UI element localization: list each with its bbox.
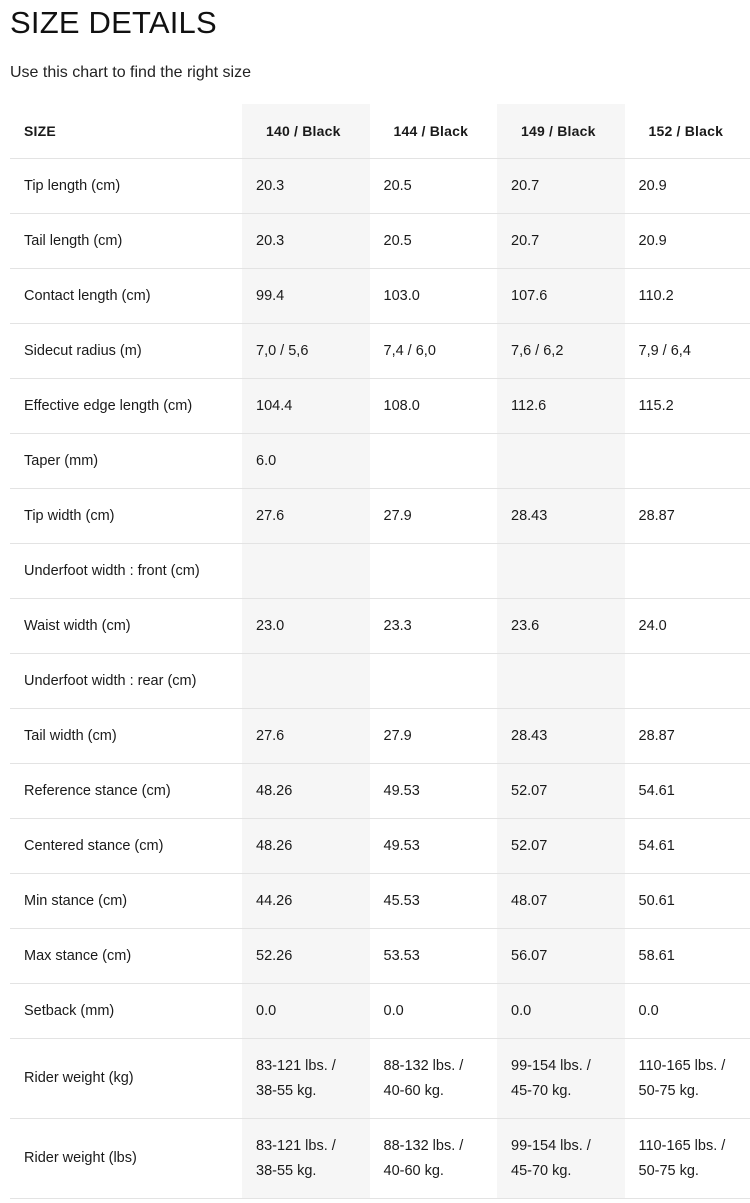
table-cell: 53.53 (370, 929, 498, 984)
table-cell: 27.9 (370, 709, 498, 764)
table-row (10, 709, 750, 764)
row-label: Contact length (cm) (10, 269, 242, 324)
table-row (10, 544, 750, 599)
page-subtitle: Use this chart to find the right size (10, 64, 251, 81)
cell-line: 83-121 lbs. / (256, 1057, 336, 1074)
size-column-header: 140 / Black (242, 104, 370, 159)
cell-line: 99-154 lbs. / (511, 1057, 591, 1074)
table-cell (242, 544, 370, 599)
table-cell: 48.26 (242, 819, 370, 874)
table-row (10, 984, 750, 1039)
table-cell: 23.3 (370, 599, 498, 654)
row-label: Min stance (cm) (10, 874, 242, 929)
table-cell (497, 1039, 625, 1119)
row-label: Effective edge length (cm) (10, 379, 242, 434)
table-cell (242, 1119, 370, 1199)
table-row (10, 324, 750, 379)
table-cell: 28.43 (497, 489, 625, 544)
row-label: Rider weight (lbs) (10, 1119, 242, 1199)
table-cell: 48.26 (242, 764, 370, 819)
table-cell: 56.07 (497, 929, 625, 984)
table-row (10, 159, 750, 214)
table-cell (242, 1039, 370, 1119)
table-cell: 20.9 (625, 159, 750, 214)
row-label: Tail width (cm) (10, 709, 242, 764)
table-cell: 28.43 (497, 709, 625, 764)
cell-line: 40-60 kg. (383, 1162, 444, 1179)
table-cell: 104.4 (242, 379, 370, 434)
size-column-header: 152 / Black (625, 104, 750, 159)
table-cell: 99.4 (242, 269, 370, 324)
page-title: SIZE DETAILS (10, 5, 217, 40)
row-label: Centered stance (cm) (10, 819, 242, 874)
size-details-table (10, 104, 750, 1199)
table-cell (497, 1119, 625, 1199)
row-label: Underfoot width : rear (cm) (10, 654, 242, 709)
row-label: Tail length (cm) (10, 214, 242, 269)
cell-line: 50-75 kg. (638, 1162, 699, 1179)
cell-line: 110-165 lbs. / (638, 1137, 726, 1154)
table-cell (497, 654, 625, 709)
table-cell (370, 654, 498, 709)
table-row (10, 1039, 750, 1119)
table-row (10, 764, 750, 819)
table-cell: 20.3 (242, 214, 370, 269)
cell-line: 45-70 kg. (511, 1082, 572, 1099)
table-cell: 28.87 (625, 489, 750, 544)
table-row (10, 1119, 750, 1199)
table-cell (370, 1119, 498, 1199)
table-row (10, 599, 750, 654)
row-label: Underfoot width : front (cm) (10, 544, 242, 599)
cell-line: 88-132 lbs. / (383, 1137, 464, 1154)
row-label: Reference stance (cm) (10, 764, 242, 819)
table-cell: 108.0 (370, 379, 498, 434)
table-cell: 23.0 (242, 599, 370, 654)
cell-line: 83-121 lbs. / (256, 1137, 336, 1154)
table-cell: 52.26 (242, 929, 370, 984)
table-cell (625, 1039, 750, 1119)
table-cell: 44.26 (242, 874, 370, 929)
row-label: Sidecut radius (m) (10, 324, 242, 379)
table-cell: 24.0 (625, 599, 750, 654)
cell-line: 88-132 lbs. / (383, 1057, 464, 1074)
table-cell: 49.53 (370, 764, 498, 819)
cell-line: 50-75 kg. (638, 1082, 699, 1099)
table-cell (497, 434, 625, 489)
table-cell: 20.7 (497, 214, 625, 269)
table-cell: 20.9 (625, 214, 750, 269)
table-cell: 7,9 / 6,4 (625, 324, 750, 379)
table-row (10, 489, 750, 544)
row-label: Setback (mm) (10, 984, 242, 1039)
table-cell: 45.53 (370, 874, 498, 929)
size-column-header: 149 / Black (497, 104, 625, 159)
table-row (10, 379, 750, 434)
table-cell (370, 544, 498, 599)
table-cell: 52.07 (497, 819, 625, 874)
table-cell: 54.61 (625, 819, 750, 874)
table-cell: 28.87 (625, 709, 750, 764)
table-row (10, 214, 750, 269)
table-cell: 27.6 (242, 489, 370, 544)
table-cell: 7,6 / 6,2 (497, 324, 625, 379)
table-cell (625, 1119, 750, 1199)
table-cell: 20.3 (242, 159, 370, 214)
table-cell: 48.07 (497, 874, 625, 929)
row-label: Max stance (cm) (10, 929, 242, 984)
table-row (10, 434, 750, 489)
table-cell: 20.7 (497, 159, 625, 214)
table-body (10, 159, 750, 1199)
size-header-label: SIZE (10, 104, 242, 159)
row-label: Taper (mm) (10, 434, 242, 489)
table-cell: 107.6 (497, 269, 625, 324)
cell-line: 38-55 kg. (256, 1162, 317, 1179)
cell-line: 45-70 kg. (511, 1162, 572, 1179)
size-column-header: 144 / Black (370, 104, 498, 159)
table-header-row (10, 104, 750, 159)
table-row (10, 874, 750, 929)
table-cell (625, 434, 750, 489)
table-cell: 110.2 (625, 269, 750, 324)
table-cell (370, 1039, 498, 1119)
table-cell (242, 654, 370, 709)
row-label: Tip length (cm) (10, 159, 242, 214)
table-cell (370, 434, 498, 489)
table-cell (625, 544, 750, 599)
table-cell: 20.5 (370, 214, 498, 269)
table-cell: 7,4 / 6,0 (370, 324, 498, 379)
table-cell: 27.9 (370, 489, 498, 544)
table-cell (625, 654, 750, 709)
table-cell: 23.6 (497, 599, 625, 654)
row-label: Rider weight (kg) (10, 1039, 242, 1119)
row-label: Waist width (cm) (10, 599, 242, 654)
table-cell: 115.2 (625, 379, 750, 434)
table-cell: 20.5 (370, 159, 498, 214)
table-cell: 50.61 (625, 874, 750, 929)
table-cell: 0.0 (497, 984, 625, 1039)
table-cell: 6.0 (242, 434, 370, 489)
cell-line: 40-60 kg. (383, 1082, 444, 1099)
table-cell (497, 544, 625, 599)
table-cell: 27.6 (242, 709, 370, 764)
row-label: Tip width (cm) (10, 489, 242, 544)
table-row (10, 819, 750, 874)
table-cell: 52.07 (497, 764, 625, 819)
table-cell: 49.53 (370, 819, 498, 874)
table-row (10, 654, 750, 709)
table-cell: 103.0 (370, 269, 498, 324)
table-row (10, 269, 750, 324)
table-cell: 58.61 (625, 929, 750, 984)
table-cell: 54.61 (625, 764, 750, 819)
table-row (10, 929, 750, 984)
table-cell: 0.0 (625, 984, 750, 1039)
table-cell: 112.6 (497, 379, 625, 434)
table-cell: 0.0 (242, 984, 370, 1039)
cell-line: 110-165 lbs. / (638, 1057, 726, 1074)
cell-line: 99-154 lbs. / (511, 1137, 591, 1154)
table-cell: 0.0 (370, 984, 498, 1039)
table-cell: 7,0 / 5,6 (242, 324, 370, 379)
cell-line: 38-55 kg. (256, 1082, 317, 1099)
